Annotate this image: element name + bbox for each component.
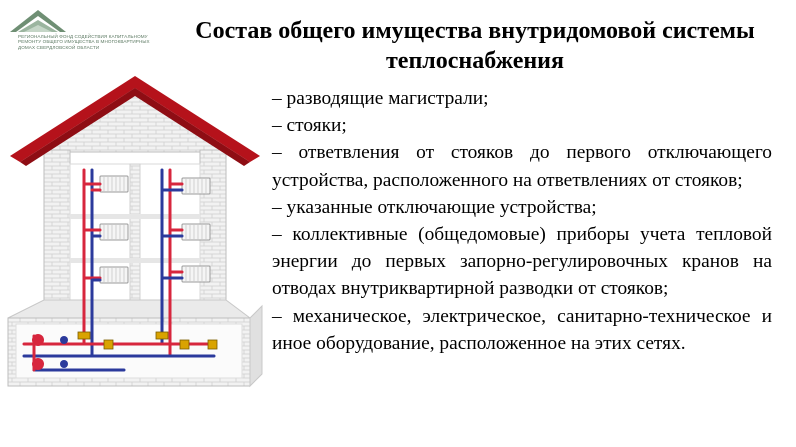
heating-system-components-list [272, 85, 772, 357]
list-item: – коллективные (общедомовые) приборы учета тепловой энергии до первых запорно-регулировочных кранов на отводах внутриквартирной разводки от стояков; [272, 224, 772, 300]
logo-line: РЕГИОНАЛЬНЫЙ ФОНД СОДЕЙСТВИЯ КАПИТАЛЬНОМУ [18, 34, 148, 39]
list-item: – ответвления от стояков до первого отключающего устройства, расположенного на ответвлениях от стояков; [272, 142, 772, 191]
logo-line: РЕМОНТУ ОБЩЕГО ИМУЩЕСТВА В МНОГОКВАРТИРНЫХ [18, 39, 150, 45]
list-item: – механическое, электрическое, санитарно-техническое и иное оборудование, расположенное на этих сетях. [272, 305, 772, 354]
title-line-1: Состав общего имущества внутридомовой системы [195, 18, 755, 44]
list-item: – указанные отключающие устройства; [272, 196, 597, 218]
list-item: – стояки; [272, 115, 347, 137]
page-title [150, 16, 796, 76]
fund-logo [0, 0, 170, 60]
logo-caption [18, 34, 168, 50]
title-line-2: теплоснабжения [386, 48, 564, 74]
list-item: – разводящие магистрали; [272, 88, 489, 109]
house-heating-system-illustration [4, 74, 266, 401]
house-roof-logo-icon [8, 6, 68, 34]
logo-line: ДОМАХ СВЕРДЛОВСКОЙ ОБЛАСТИ [18, 44, 100, 50]
